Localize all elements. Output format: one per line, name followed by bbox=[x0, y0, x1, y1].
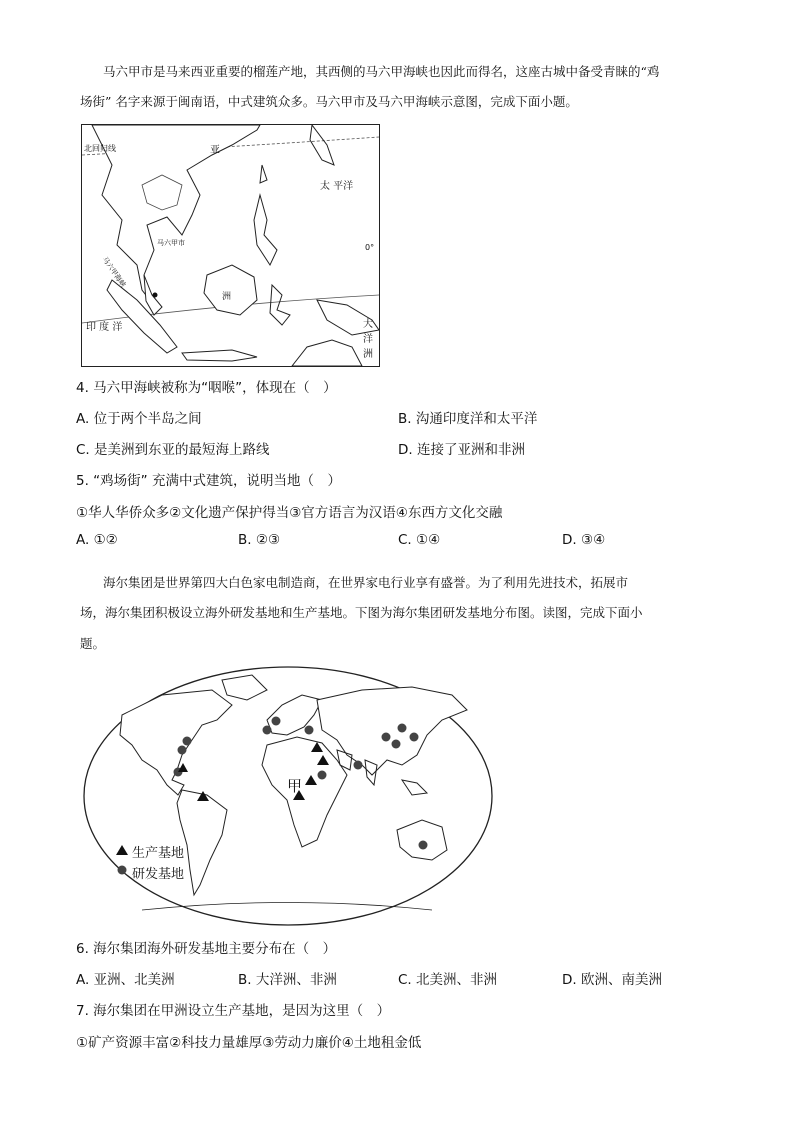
passage-2-line-3: 题。 bbox=[80, 636, 106, 651]
label-jia: 甲 bbox=[287, 777, 303, 795]
q4-option-d: D. 连接了亚洲和非洲 bbox=[398, 442, 525, 458]
rd-base-marker bbox=[178, 746, 187, 755]
rd-base-marker bbox=[263, 726, 272, 735]
q4-option-a: A. 位于两个半岛之间 bbox=[76, 411, 202, 427]
passage-1-line-1: 马六甲市是马来西亚重要的榴莲产地，其西侧的马六甲海峡也因此而得名，这座古城中备受青睐的“鸡 bbox=[103, 64, 660, 79]
rd-base-marker bbox=[305, 726, 314, 735]
malacca-map-drawing bbox=[82, 125, 379, 366]
rd-base-marker bbox=[318, 771, 327, 780]
q6-option-c: C. 北美洲、非洲 bbox=[398, 972, 498, 988]
legend-rd-label: 研发基地 bbox=[132, 867, 185, 882]
label-oceania-3: 洲 bbox=[363, 349, 373, 360]
q5-option-b: B. ②③ bbox=[238, 532, 281, 548]
rd-base-marker bbox=[354, 761, 363, 770]
q5-option-c: C. ①④ bbox=[398, 532, 441, 548]
q7-items: ①矿产资源丰富②科技力量雄厚③劳动力廉价④土地租金低 bbox=[76, 1035, 422, 1051]
rd-base-marker bbox=[419, 841, 428, 850]
legend-rd-symbol bbox=[118, 866, 127, 875]
q6-option-b: B. 大洋洲、非洲 bbox=[238, 972, 337, 988]
q4-option-c: C. 是美洲到东亚的最短海上路线 bbox=[76, 442, 270, 458]
q6-option-d: D. 欧洲、南美洲 bbox=[562, 972, 662, 988]
q7-stem: 7. 海尔集团在甲洲设立生产基地，是因为这里（ ） bbox=[76, 1003, 391, 1019]
world-map-drawing bbox=[82, 665, 494, 927]
rd-base-marker bbox=[183, 737, 192, 746]
rd-base-marker bbox=[410, 733, 419, 742]
rd-base-marker bbox=[382, 733, 391, 742]
legend-production-label: 生产基地 bbox=[132, 846, 185, 861]
rd-base-marker bbox=[392, 740, 401, 749]
q5-option-d: D. ③④ bbox=[562, 532, 606, 548]
label-asia: 亚 bbox=[210, 145, 220, 156]
passage-2-line-2: 场，海尔集团积极设立海外研发基地和生产基地。下图为海尔集团研发基地分布图。读图，完成下面小 bbox=[80, 605, 643, 620]
rd-base-marker bbox=[272, 717, 281, 726]
label-zhou: 洲 bbox=[222, 292, 232, 302]
rd-base-marker bbox=[398, 724, 407, 733]
label-oceania-1: 大 bbox=[363, 319, 373, 330]
malacca-city-marker bbox=[153, 293, 158, 298]
q6-option-a: A. 亚洲、北美洲 bbox=[76, 972, 175, 988]
passage-2-line-1: 海尔集团是世界第四大白色家电制造商，在世界家电行业享有盛誉。为了利用先进技术，拓展市 bbox=[103, 575, 629, 590]
label-equator: 0° bbox=[365, 243, 375, 252]
q6-stem: 6. 海尔集团海外研发基地主要分布在（ ） bbox=[76, 941, 337, 957]
label-tropic: 北回归线 bbox=[84, 144, 116, 153]
label-oceania bbox=[363, 317, 375, 362]
label-malacca-strait: 马六甲海峡 bbox=[100, 255, 128, 289]
malacca-map bbox=[81, 124, 380, 367]
q5-option-a: A. ①② bbox=[76, 532, 118, 548]
haier-world-map bbox=[82, 665, 494, 927]
q5-items: ①华人华侨众多②文化遗产保护得当③官方语言为汉语④东西方文化交融 bbox=[76, 505, 503, 521]
label-malacca-city: 马六甲市 bbox=[157, 239, 185, 247]
passage-1-line-2: 场街” 名字来源于闽南语，中式建筑众多。马六甲市及马六甲海峡示意图，完成下面小题。 bbox=[80, 94, 578, 109]
label-pacific: 太 平洋 bbox=[320, 181, 354, 192]
label-oceania-2: 洋 bbox=[363, 334, 373, 345]
q4-option-b: B. 沟通印度洋和太平洋 bbox=[398, 411, 538, 427]
q4-stem: 4. 马六甲海峡被称为“咽喉”，体现在（ ） bbox=[76, 380, 337, 396]
label-indian-ocean: 印 度 洋 bbox=[86, 322, 123, 333]
q5-stem: 5. “鸡场街” 充满中式建筑，说明当地（ ） bbox=[76, 473, 341, 489]
